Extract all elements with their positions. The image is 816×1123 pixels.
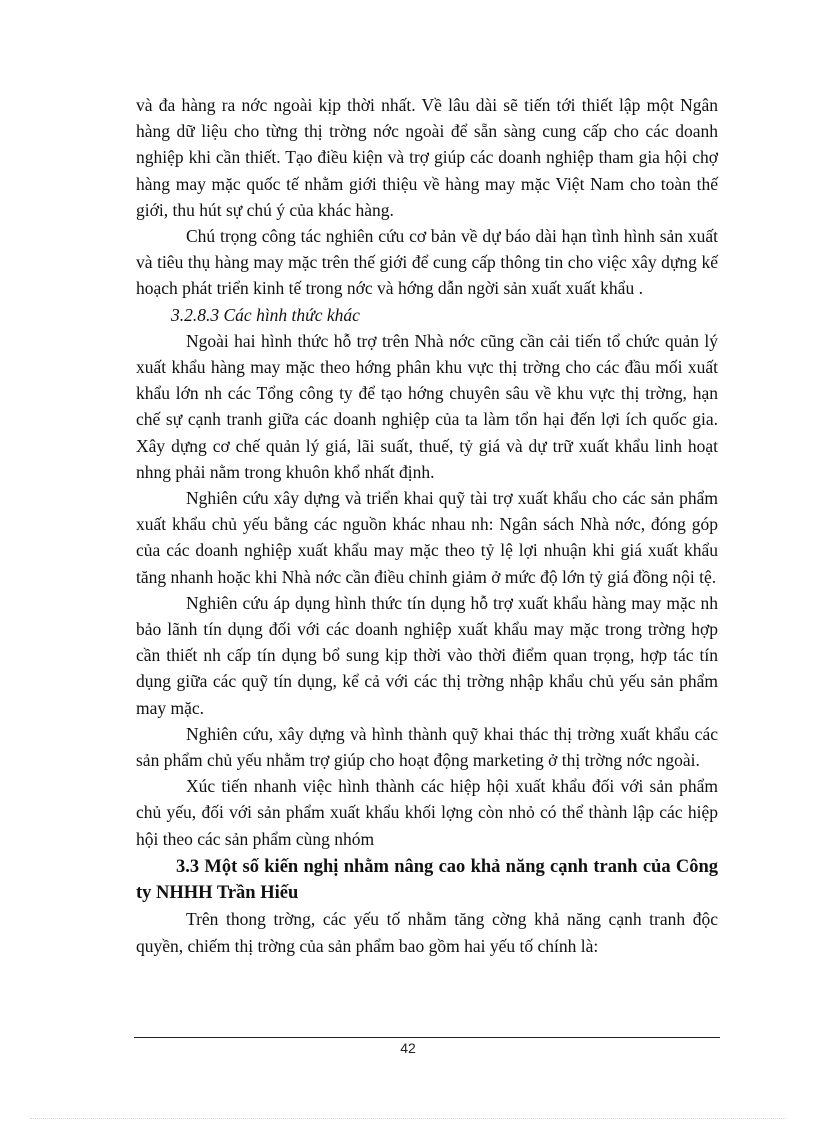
paragraph-1: và đa hàng ra nớc ngoài kịp thời nhất. Về lâu dài sẽ tiến tới thiết lập một Ngân hàng dữ liệu cho từng thị trờng nớc ngoài để sẵn sàng cung cấp cho các doanh nghiệp khi cần thiết. Tạo điều kiện và trợ giúp các doanh nghiệp tham gia hội chợ hàng may mặc quốc tế nhằm giới thiệu về hàng may mặc Việt Nam cho toàn thế giới, thu hút sự chú ý của khác hàng.: [136, 95, 718, 220]
paragraph-8: Trên thong trờng, các yếu tố nhằm tăng cờng khả năng cạnh tranh độc quyền, chiếm thị trờng của sản phẩm bao gồm hai yếu tố chính là:: [136, 909, 718, 956]
body-text: [136, 92, 718, 959]
page-number: 42: [400, 1040, 416, 1056]
paragraph-6: Nghiên cứu, xây dựng và hình thành quỹ khai thác thị trờng xuất khẩu các sản phẩm chủ yếu nhằm trợ giúp cho hoạt động marketing ở thị trờng nớc ngoài.: [136, 723, 718, 771]
paragraph-3: Ngoài hai hình thức hỗ trợ trên Nhà nớc cũng cần cải tiến tổ chức quản lý xuất khẩu hàng may mặc theo hớng phân khu vực thị trờng cho các đầu mối xuất khẩu lớn nh các Tổng công ty để tạo hớng chuyên sâu về khu vực thị trờng, hạn chế sự cạnh tranh giữa các doanh nghiệp của ta làm tổn hại đến lợi ích quốc gia. Xây dựng cơ chế quản lý giá, lãi suất, thuế, tỷ giá và dự trữ xuất khẩu linh hoạt nhng phải nằm trong khuôn khổ nhất định.: [136, 330, 718, 482]
footer-divider: [134, 1037, 720, 1038]
section-subheading: 3.2.8.3 Các hình thức khác: [171, 304, 360, 325]
paragraph-2: Chú trọng công tác nghiên cứu cơ bản về dự báo dài hạn tình hình sản xuất và tiêu thụ hàng may mặc trên thế giới để cung cấp thông tin cho việc xây dựng kế hoạch phát triển kinh tế trong nớc và hớng dẫn ngời sản xuất xuất khẩu .: [136, 226, 718, 299]
paragraph-7: Xúc tiến nhanh việc hình thành các hiệp hội xuất khẩu đối với sản phẩm chủ yếu, đối với sản phẩm xuất khẩu khối lợng còn nhỏ có thể thành lập các hiệp hội theo các sản phẩm cùng nhóm: [136, 776, 718, 849]
section-heading: 3.3 Một số kiến nghị nhằm nâng cao khả năng cạnh tranh của Công ty NHHH Trần Hiếu: [136, 856, 718, 904]
paragraph-4: Nghiên cứu xây dựng và triển khai quỹ tài trợ xuất khẩu cho các sản phẩm xuất khẩu chủ yếu bằng các nguồn khác nhau nh: Ngân sách Nhà nớc, đóng góp của các doanh nghiệp xuất khẩu may mặc theo tỷ lệ lợi nhuận khi giá xuất khẩu tăng nhanh hoặc khi Nhà nớc cần điều chỉnh giảm ở mức độ lớn tỷ giá đồng nội tệ.: [136, 488, 718, 587]
paragraph-5: Nghiên cứu áp dụng hình thức tín dụng hỗ trợ xuất khẩu hàng may mặc nh bảo lãnh tín dụng đối với các doanh nghiệp xuất khẩu may mặc trong trờng hợp cần thiết nh cấp tín dụng bổ sung kịp thời vào thời điểm quan trọng, hợp tác tín dụng giữa các quỹ tín dụng, kể cả với các thị trờng nhập khẩu chủ yếu sản phẩm may mặc.: [136, 592, 718, 718]
page-bottom-border: [30, 1118, 786, 1119]
